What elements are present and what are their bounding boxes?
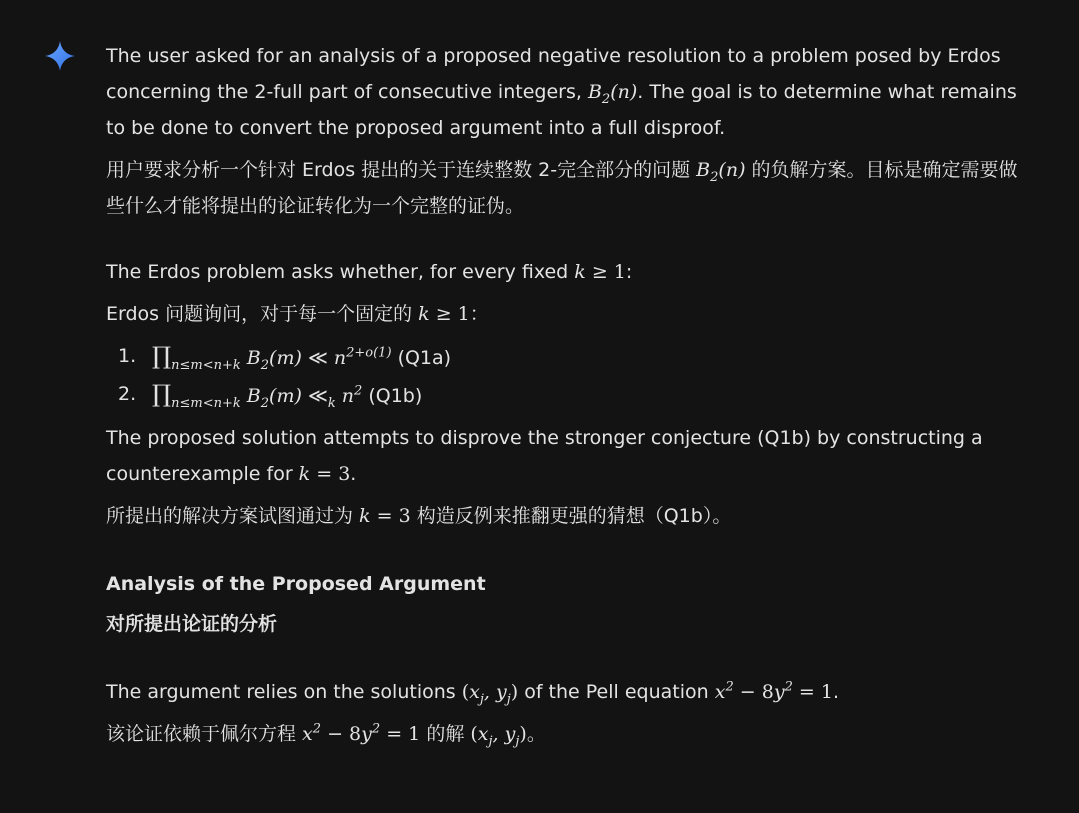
- section-heading-chinese: 对所提出论证的分析: [106, 613, 278, 635]
- math-solutions: ($x_j$, $y_j$): [470, 723, 527, 749]
- math-product-q1b: $\prod_{n\le m<n+k}$ $B_2(m)$ $≪_k$ $n^2$: [152, 380, 363, 411]
- problem-english: The Erdos problem asks whether, for every fixed k ≥ 1:: [106, 261, 633, 283]
- problem-chinese: Erdos 问题询问，对于每一个固定的 k ≥ 1：: [106, 303, 489, 325]
- math-solutions: ($x_j$, $y_j$): [461, 681, 519, 707]
- intro-chinese: 用户要求分析一个针对 Erdos 提出的关于连续整数 2-完全部分的问题 $B_2(n)$ 的负解方案。目标是确定需要做些什么才能将提出的论证转化为一个完整的证伪。: [106, 159, 1018, 217]
- argument-english: The argument relies on the solutions ($x_j$, $y_j$) of the Pell equation $x^2 - 8y^2 = 1$.: [106, 679, 839, 707]
- math-b2n: $B_2(n)$: [587, 81, 638, 107]
- math-k-geq-1: k ≥ 1: [418, 303, 470, 325]
- argument-chinese: 该论证依赖于佩尔方程 $x^2 - 8y^2 = 1$ 的解 ($x_j$, $y_j$)。: [106, 721, 546, 749]
- list-item: [106, 338, 1026, 376]
- math-k-eq-3: k = 3: [359, 505, 411, 527]
- response-body: [106, 38, 1026, 752]
- intro-english: The user asked for an analysis of a proposed negative resolution to a problem posed by Erdos concerning the 2-full part of consecutive integers, $B_2(n)$. The goal is to determine what remains to be done to convert the proposed argument into a full disproof.: [106, 45, 1017, 139]
- list-tag: (Q1b): [368, 385, 423, 407]
- list-tag: (Q1a): [397, 347, 452, 369]
- conjecture-list: [106, 338, 1026, 414]
- list-item: [106, 376, 1026, 414]
- proposal-english: The proposed solution attempts to disprove the stronger conjecture (Q1b) by constructing a counterexample for k = 3.: [106, 427, 983, 485]
- list-number: 1.: [118, 345, 137, 367]
- math-k-eq-3: k = 3: [298, 463, 351, 485]
- math-k-geq-1: k ≥ 1: [574, 261, 626, 283]
- math-pell-equation: $x^2 - 8y^2 = 1$: [714, 679, 833, 703]
- section-heading-english: Analysis of the Proposed Argument: [106, 573, 486, 595]
- proposal-chinese: 所提出的解决方案试图通过为 k = 3 构造反例来推翻更强的猜想（Q1b）。: [106, 505, 732, 527]
- math-pell-equation: $x^2 - 8y^2 = 1$: [302, 721, 421, 745]
- sparkle-icon: [44, 40, 76, 72]
- math-product-q1a: $\prod_{n\le m<n+k}$ $B_2(m)$ ≪ $n^{2+o(1)}$: [152, 342, 392, 373]
- list-number: 2.: [118, 383, 137, 405]
- assistant-avatar: [44, 40, 76, 72]
- math-b2n: $B_2(n)$: [696, 159, 746, 185]
